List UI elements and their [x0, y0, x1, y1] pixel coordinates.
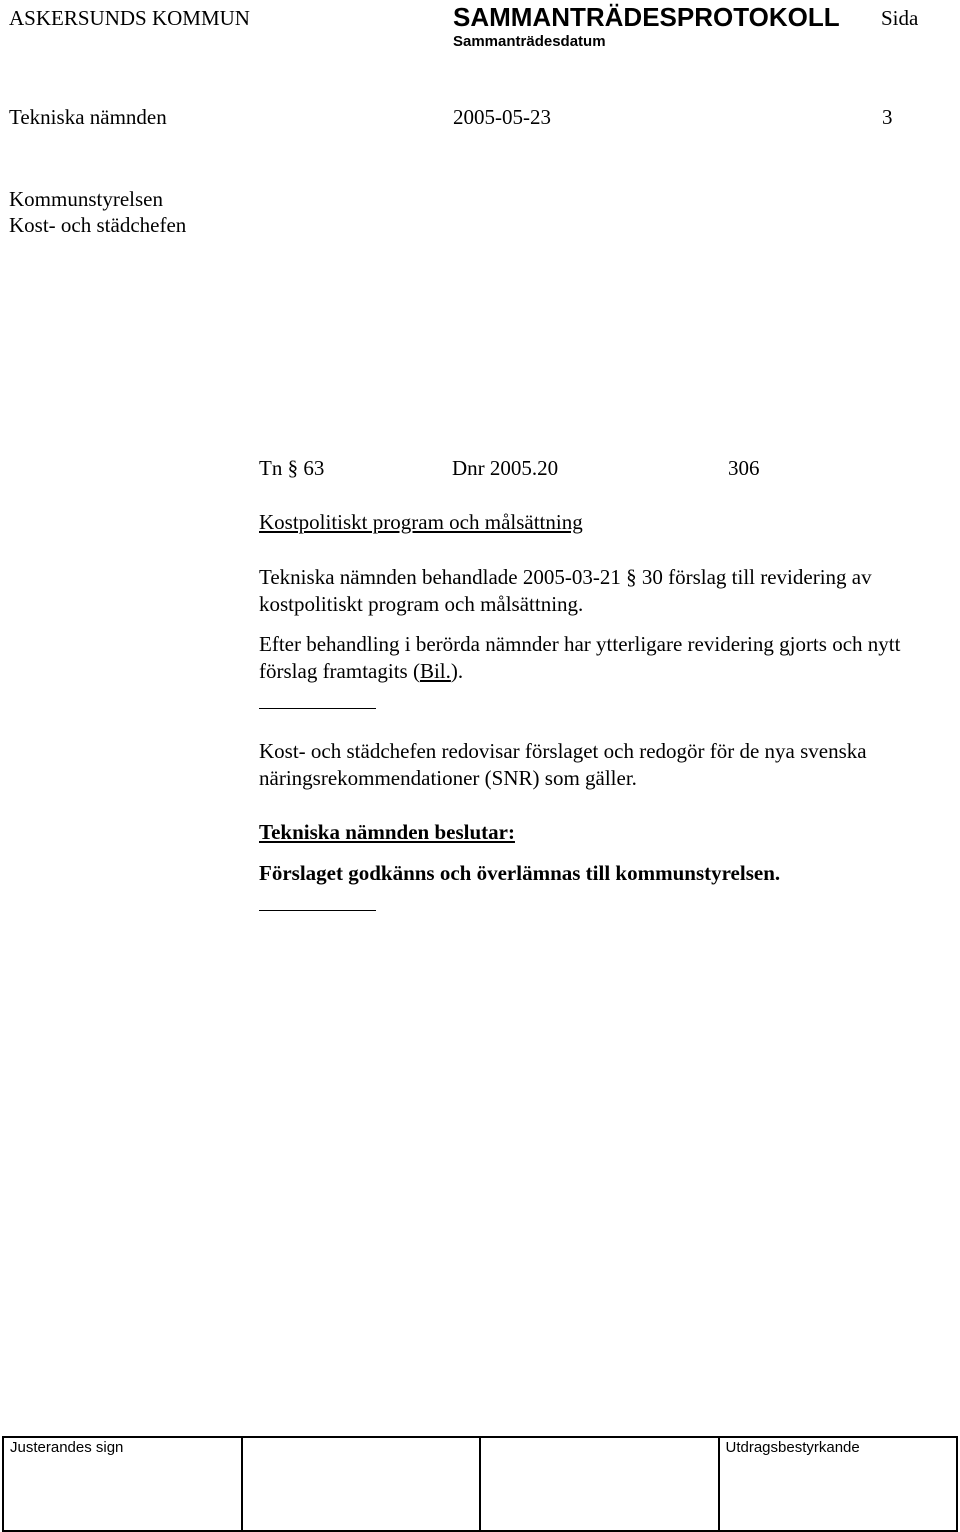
page-label: Sida [881, 6, 919, 30]
recipient: Kost- och städchefen [9, 213, 187, 237]
page-number: 3 [882, 105, 893, 129]
signature-cell-justerandes-sign: Justerandes sign [3, 1437, 242, 1531]
paragraph-text: ). [450, 659, 464, 683]
signature-cell [242, 1437, 481, 1531]
separator-line [259, 910, 376, 911]
decision-heading: Tekniska nämnden beslutar: [259, 820, 515, 844]
dnr-number: Dnr 2005.20 [452, 456, 559, 480]
body-paragraph: Tekniska nämnden behandlade 2005-03-21 § 30 förslag till revidering av kostpolitiskt program och målsättning. [259, 565, 872, 616]
decision-text: Förslaget godkänns och överlämnas till kommunstyrelsen. [259, 861, 781, 885]
document-type: SAMMANTRÄDESPROTOKOLL [453, 2, 840, 32]
attachment-reference: Bil. [419, 659, 451, 683]
meeting-date-label: Sammanträdesdatum [453, 33, 606, 50]
signature-table [2, 1436, 958, 1532]
body-paragraph: Kost- och städchefen redovisar förslaget och redogör för de nya svenska näringsrekommendationer (SNR) som gäller. [259, 739, 867, 790]
municipality-name: ASKERSUNDS KOMMUN [9, 6, 250, 30]
meeting-date: 2005-05-23 [453, 105, 551, 129]
dnr-code: 306 [728, 456, 760, 480]
signature-row [3, 1437, 957, 1531]
recipient: Kommunstyrelsen [9, 187, 163, 211]
signature-cell-utdragsbestyrkande: Utdragsbestyrkande [719, 1437, 958, 1531]
paragraph-text: Efter behandling i berörda nämnder har ytterligare revidering gjorts och nytt förslag framtagits ( [259, 632, 901, 683]
separator-line [259, 708, 376, 709]
body-paragraph [259, 631, 949, 685]
case-title: Kostpolitiskt program och målsättning [259, 510, 583, 534]
case-number: Tn § 63 [259, 456, 325, 480]
committee-name: Tekniska nämnden [9, 105, 167, 129]
signature-cell [480, 1437, 719, 1531]
